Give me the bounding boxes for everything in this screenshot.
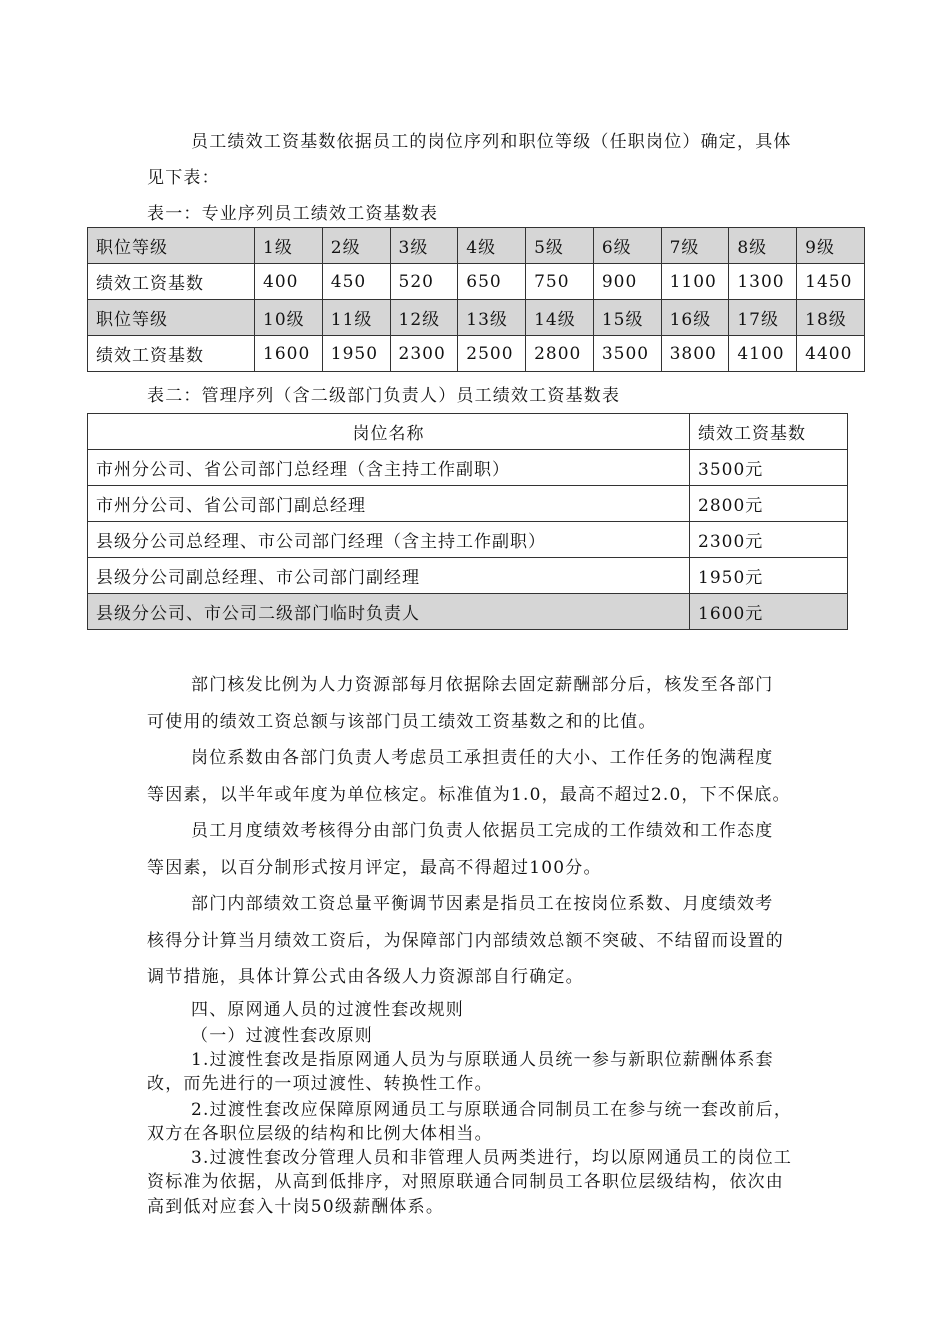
table-cell: 15级 (593, 300, 661, 336)
paragraph-line: 核得分计算当月绩效工资后，为保障部门内部绩效总额不突破、不结留而设置的 (147, 931, 784, 951)
table-cell: 1450 (797, 264, 865, 300)
table-cell: 绩效工资基数 (88, 264, 255, 300)
table-cell: 1100 (661, 264, 729, 300)
paragraph-line: 等因素，以百分制形式按月评定，最高不得超过100分。 (147, 858, 602, 878)
table-cell: 市州分公司、省公司部门副总经理 (88, 486, 690, 522)
table-cell: 3500元 (690, 450, 848, 486)
paragraph-line: 2.过渡性套改应保障原网通员工与原联通合同制员工在参与统一套改前后， (191, 1100, 793, 1120)
table-cell: 650 (458, 264, 526, 300)
table-cell: 县级分公司副总经理、市公司部门副经理 (88, 558, 690, 594)
paragraph-line: 岗位系数由各部门负责人考虑员工承担责任的大小、工作任务的饱满程度 (191, 748, 774, 768)
paragraph-line: 调节措施，具体计算公式由各级人力资源部自行确定。 (147, 967, 584, 987)
paragraph-line: 高到低对应套入十岗50级薪酬体系。 (147, 1197, 445, 1217)
table-cell: 14级 (526, 300, 594, 336)
table-cell: 2300 (390, 336, 458, 372)
table-cell: 10级 (255, 300, 323, 336)
paragraph-line: 3.过渡性套改分管理人员和非管理人员两类进行，均以原网通员工的岗位工 (191, 1148, 793, 1168)
table-cell: 13级 (458, 300, 526, 336)
table-cell: 16级 (661, 300, 729, 336)
management-bonus-table (87, 413, 848, 630)
table-cell: 县级分公司、市公司二级部门临时负责人 (88, 594, 690, 630)
paragraph-line: 等因素，以半年或年度为单位核定。标准值为1.0，最高不超过2.0，下不保底。 (147, 785, 791, 805)
intro-line-2: 见下表： (147, 168, 220, 188)
table-cell: 18级 (797, 300, 865, 336)
table-cell: 900 (593, 264, 661, 300)
table-cell: 2300元 (690, 522, 848, 558)
paragraph-line: 部门核发比例为人力资源部每月依据除去固定薪酬部分后，核发至各部门 (191, 675, 774, 695)
table-cell: 1级 (255, 228, 323, 264)
table-cell: 职位等级 (88, 228, 255, 264)
paragraph-line: 改，而先进行的一项过渡性、转换性工作。 (147, 1074, 493, 1094)
table-cell: 1300 (729, 264, 797, 300)
table-cell: 11级 (322, 300, 390, 336)
paragraph-line: 部门内部绩效工资总量平衡调节因素是指员工在按岗位系数、月度绩效考 (191, 894, 774, 914)
table-row (88, 450, 848, 486)
table-row (88, 558, 848, 594)
table-cell: 2500 (458, 336, 526, 372)
table-cell: 17级 (729, 300, 797, 336)
table-cell: 8级 (729, 228, 797, 264)
table-cell: 7级 (661, 228, 729, 264)
table-cell: 1600 (255, 336, 323, 372)
table-cell: 绩效工资基数 (88, 336, 255, 372)
table-row (88, 264, 865, 300)
table-cell: 职位等级 (88, 300, 255, 336)
table-row (88, 228, 865, 264)
table-cell: 4100 (729, 336, 797, 372)
table-cell: 9级 (797, 228, 865, 264)
table-cell: 4400 (797, 336, 865, 372)
table-cell: 2800元 (690, 486, 848, 522)
table-row (88, 594, 848, 630)
table1-caption: 表一：专业序列员工绩效工资基数表 (147, 204, 439, 224)
table-cell: 1600元 (690, 594, 848, 630)
table-cell: 1950元 (690, 558, 848, 594)
table-cell: 12级 (390, 300, 458, 336)
table2-caption: 表二：管理序列（含二级部门负责人）员工绩效工资基数表 (147, 386, 621, 406)
table-row (88, 336, 865, 372)
subsection-heading: （一）过渡性套改原则 (191, 1026, 373, 1046)
paragraph-line: 可使用的绩效工资总额与该部门员工绩效工资基数之和的比值。 (147, 712, 657, 732)
paragraph-line: 资标准为依据，从高到低排序，对照原联通合同制员工各职位层级结构，依次由 (147, 1172, 784, 1192)
table-cell: 2级 (322, 228, 390, 264)
table-row (88, 300, 865, 336)
paragraph-line: 员工月度绩效考核得分由部门负责人依据员工完成的工作绩效和工作态度 (191, 821, 774, 841)
paragraph-line: 双方在各职位层级的结构和比例大体相当。 (147, 1124, 493, 1144)
table-cell: 5级 (526, 228, 594, 264)
table-cell: 6级 (593, 228, 661, 264)
professional-bonus-table (87, 227, 865, 372)
table-cell: 1950 (322, 336, 390, 372)
paragraph-line: 1.过渡性套改是指原网通人员为与原联通人员统一参与新职位薪酬体系套 (191, 1050, 774, 1070)
table-header-cell: 绩效工资基数 (690, 414, 848, 450)
table-row (88, 486, 848, 522)
table-cell: 3800 (661, 336, 729, 372)
table-cell: 400 (255, 264, 323, 300)
table-cell: 2800 (526, 336, 594, 372)
table-cell: 750 (526, 264, 594, 300)
table-cell: 3级 (390, 228, 458, 264)
table-header-cell: 岗位名称 (88, 414, 690, 450)
table-cell: 3500 (593, 336, 661, 372)
table-cell: 520 (390, 264, 458, 300)
section-heading: 四、原网通人员的过渡性套改规则 (191, 1000, 464, 1020)
table-cell: 4级 (458, 228, 526, 264)
table-cell: 县级分公司总经理、市公司部门经理（含主持工作副职） (88, 522, 690, 558)
intro-line-1: 员工绩效工资基数依据员工的岗位序列和职位等级（任职岗位）确定，具体 (191, 132, 792, 152)
table-row (88, 522, 848, 558)
table-header-row (88, 414, 848, 450)
table-cell: 450 (322, 264, 390, 300)
table-cell: 市州分公司、省公司部门总经理（含主持工作副职） (88, 450, 690, 486)
